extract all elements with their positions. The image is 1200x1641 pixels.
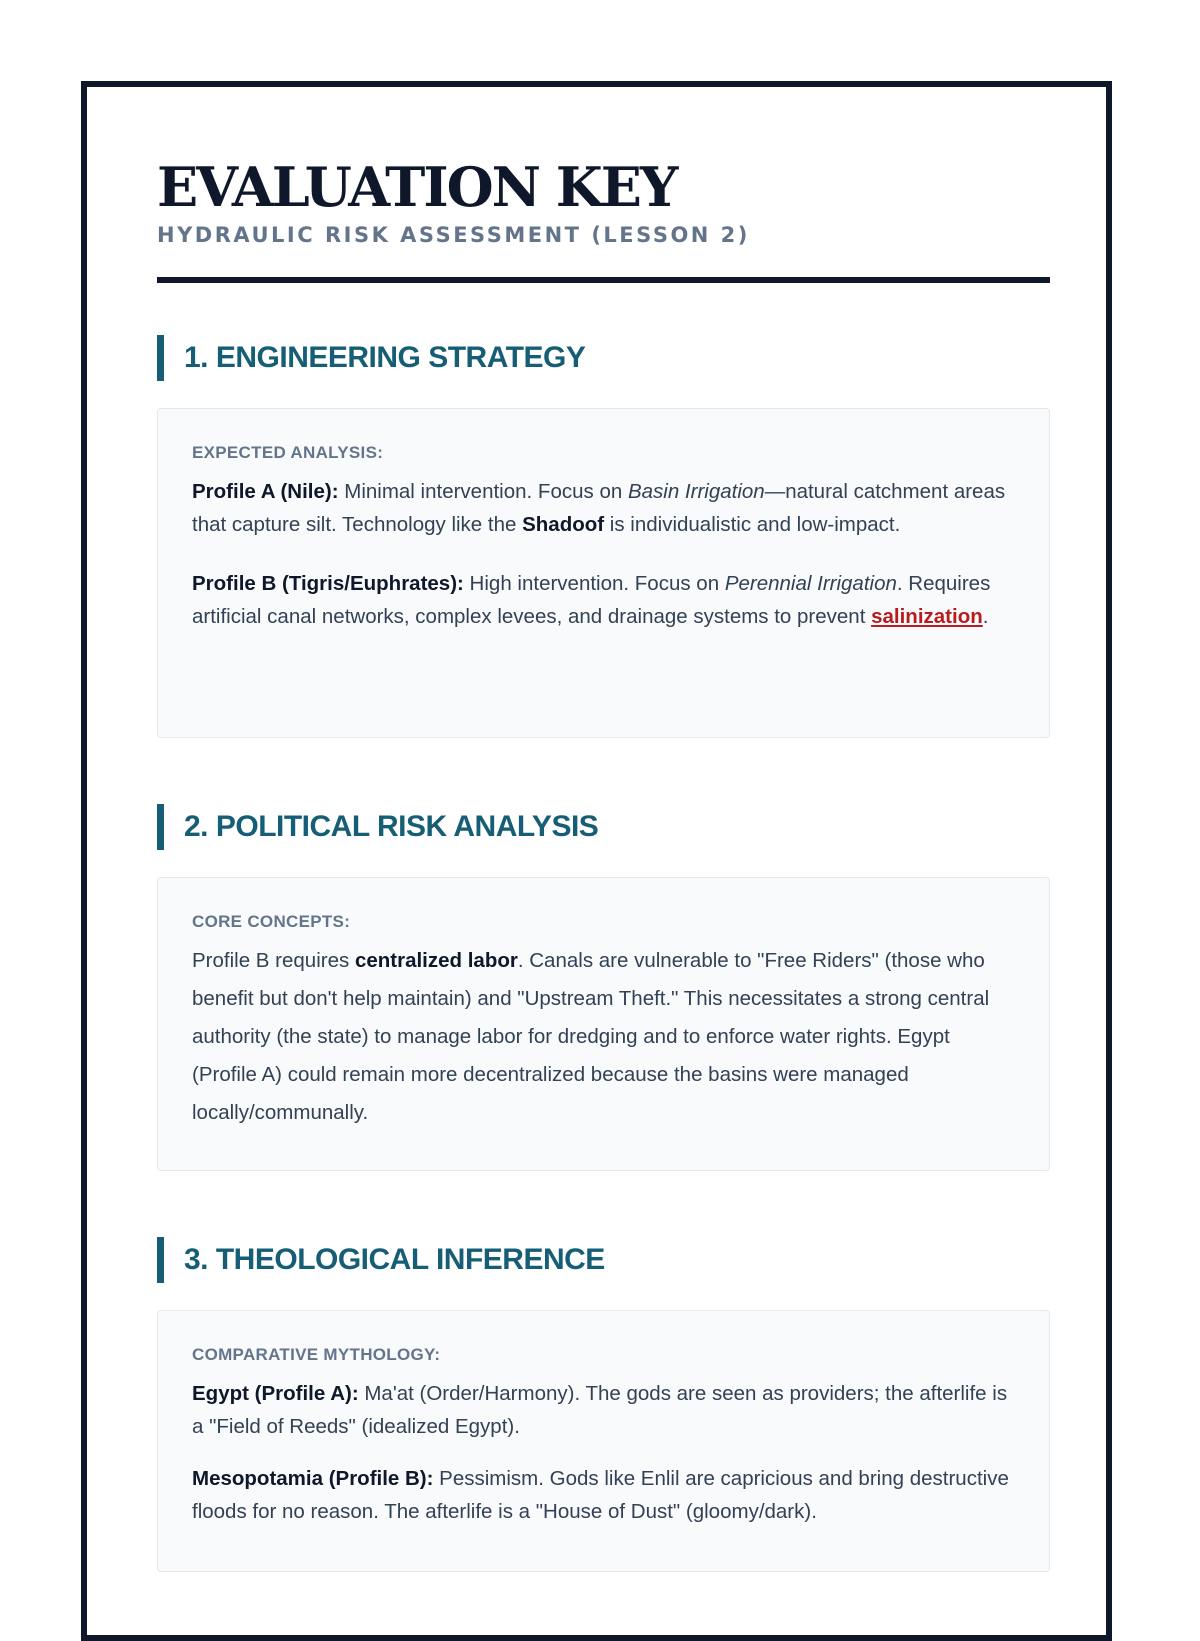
basin-irrigation-term: Basin Irrigation xyxy=(627,480,765,503)
shadoof-term: Shadoof xyxy=(522,513,605,536)
evaluation-sheet xyxy=(81,81,1112,1641)
political-card xyxy=(157,877,1050,1171)
political-paragraph xyxy=(192,942,1015,1132)
mesopotamia-paragraph xyxy=(192,1462,1015,1528)
engineering-label: EXPECTED ANALYSIS: xyxy=(192,443,384,462)
section-heading-theological: 3. THEOLOGICAL INFERENCE xyxy=(157,1237,1050,1283)
text-run: Pessimism. Gods like Enlil are capricious and bring destructive floods for no reason. The afterlife is a "House of Dust" (gloomy/dark). xyxy=(192,1467,1009,1523)
perennial-irrigation-term: Perennial Irrigation xyxy=(724,572,897,595)
profile-a-paragraph xyxy=(192,475,1015,541)
text-run: . Requires artificial canal networks, complex levees, and drainage systems to prevent xyxy=(192,572,991,628)
title-divider xyxy=(157,277,1050,283)
text-run: is individualistic and low-impact. xyxy=(604,513,901,536)
profile-a-lead: Profile A (Nile): xyxy=(192,480,339,503)
text-run: . xyxy=(982,605,989,628)
mesopotamia-lead: Mesopotamia (Profile B): xyxy=(192,1467,434,1490)
engineering-card xyxy=(157,408,1050,738)
text-run: —natural catchment areas that capture silt. Technology like the xyxy=(192,480,1006,536)
section-heading-political: 2. POLITICAL RISK ANALYSIS xyxy=(157,804,1050,850)
text-run: . Canals are vulnerable to "Free Riders" (those who benefit but don't help maintain) and "Upstream Theft." This necessitates a strong central authority (the state) to manage labor for dredging and to enforce water rights. Egypt (Profile A) could remain more decentralized because the basins were managed locally/communally. xyxy=(192,949,990,1124)
theological-label: COMPARATIVE MYTHOLOGY: xyxy=(192,1345,441,1364)
page-title: EVALUATION KEY xyxy=(157,155,677,219)
salinization-link[interactable]: salinization xyxy=(871,605,983,628)
text-run: High intervention. Focus on xyxy=(463,572,725,595)
text-run: Profile B requires xyxy=(192,949,355,972)
egypt-lead: Egypt (Profile A): xyxy=(192,1382,359,1405)
egypt-paragraph xyxy=(192,1377,1015,1443)
profile-b-lead: Profile B (Tigris/Euphrates): xyxy=(192,572,464,595)
political-label: CORE CONCEPTS: xyxy=(192,912,351,931)
text-run: Ma'at (Order/Harmony). The gods are seen as providers; the afterlife is a "Field of Reeds" (idealized Egypt). xyxy=(192,1382,1008,1438)
page-subtitle: HYDRAULIC RISK ASSESSMENT (LESSON 2) xyxy=(157,223,750,247)
sheet-content xyxy=(157,157,1050,1572)
theological-card xyxy=(157,1310,1050,1572)
profile-b-paragraph xyxy=(192,567,1015,633)
centralized-labor-term: centralized labor xyxy=(354,949,518,972)
section-heading-engineering: 1. ENGINEERING STRATEGY xyxy=(157,335,1050,381)
text-run: Minimal intervention. Focus on xyxy=(338,480,628,503)
